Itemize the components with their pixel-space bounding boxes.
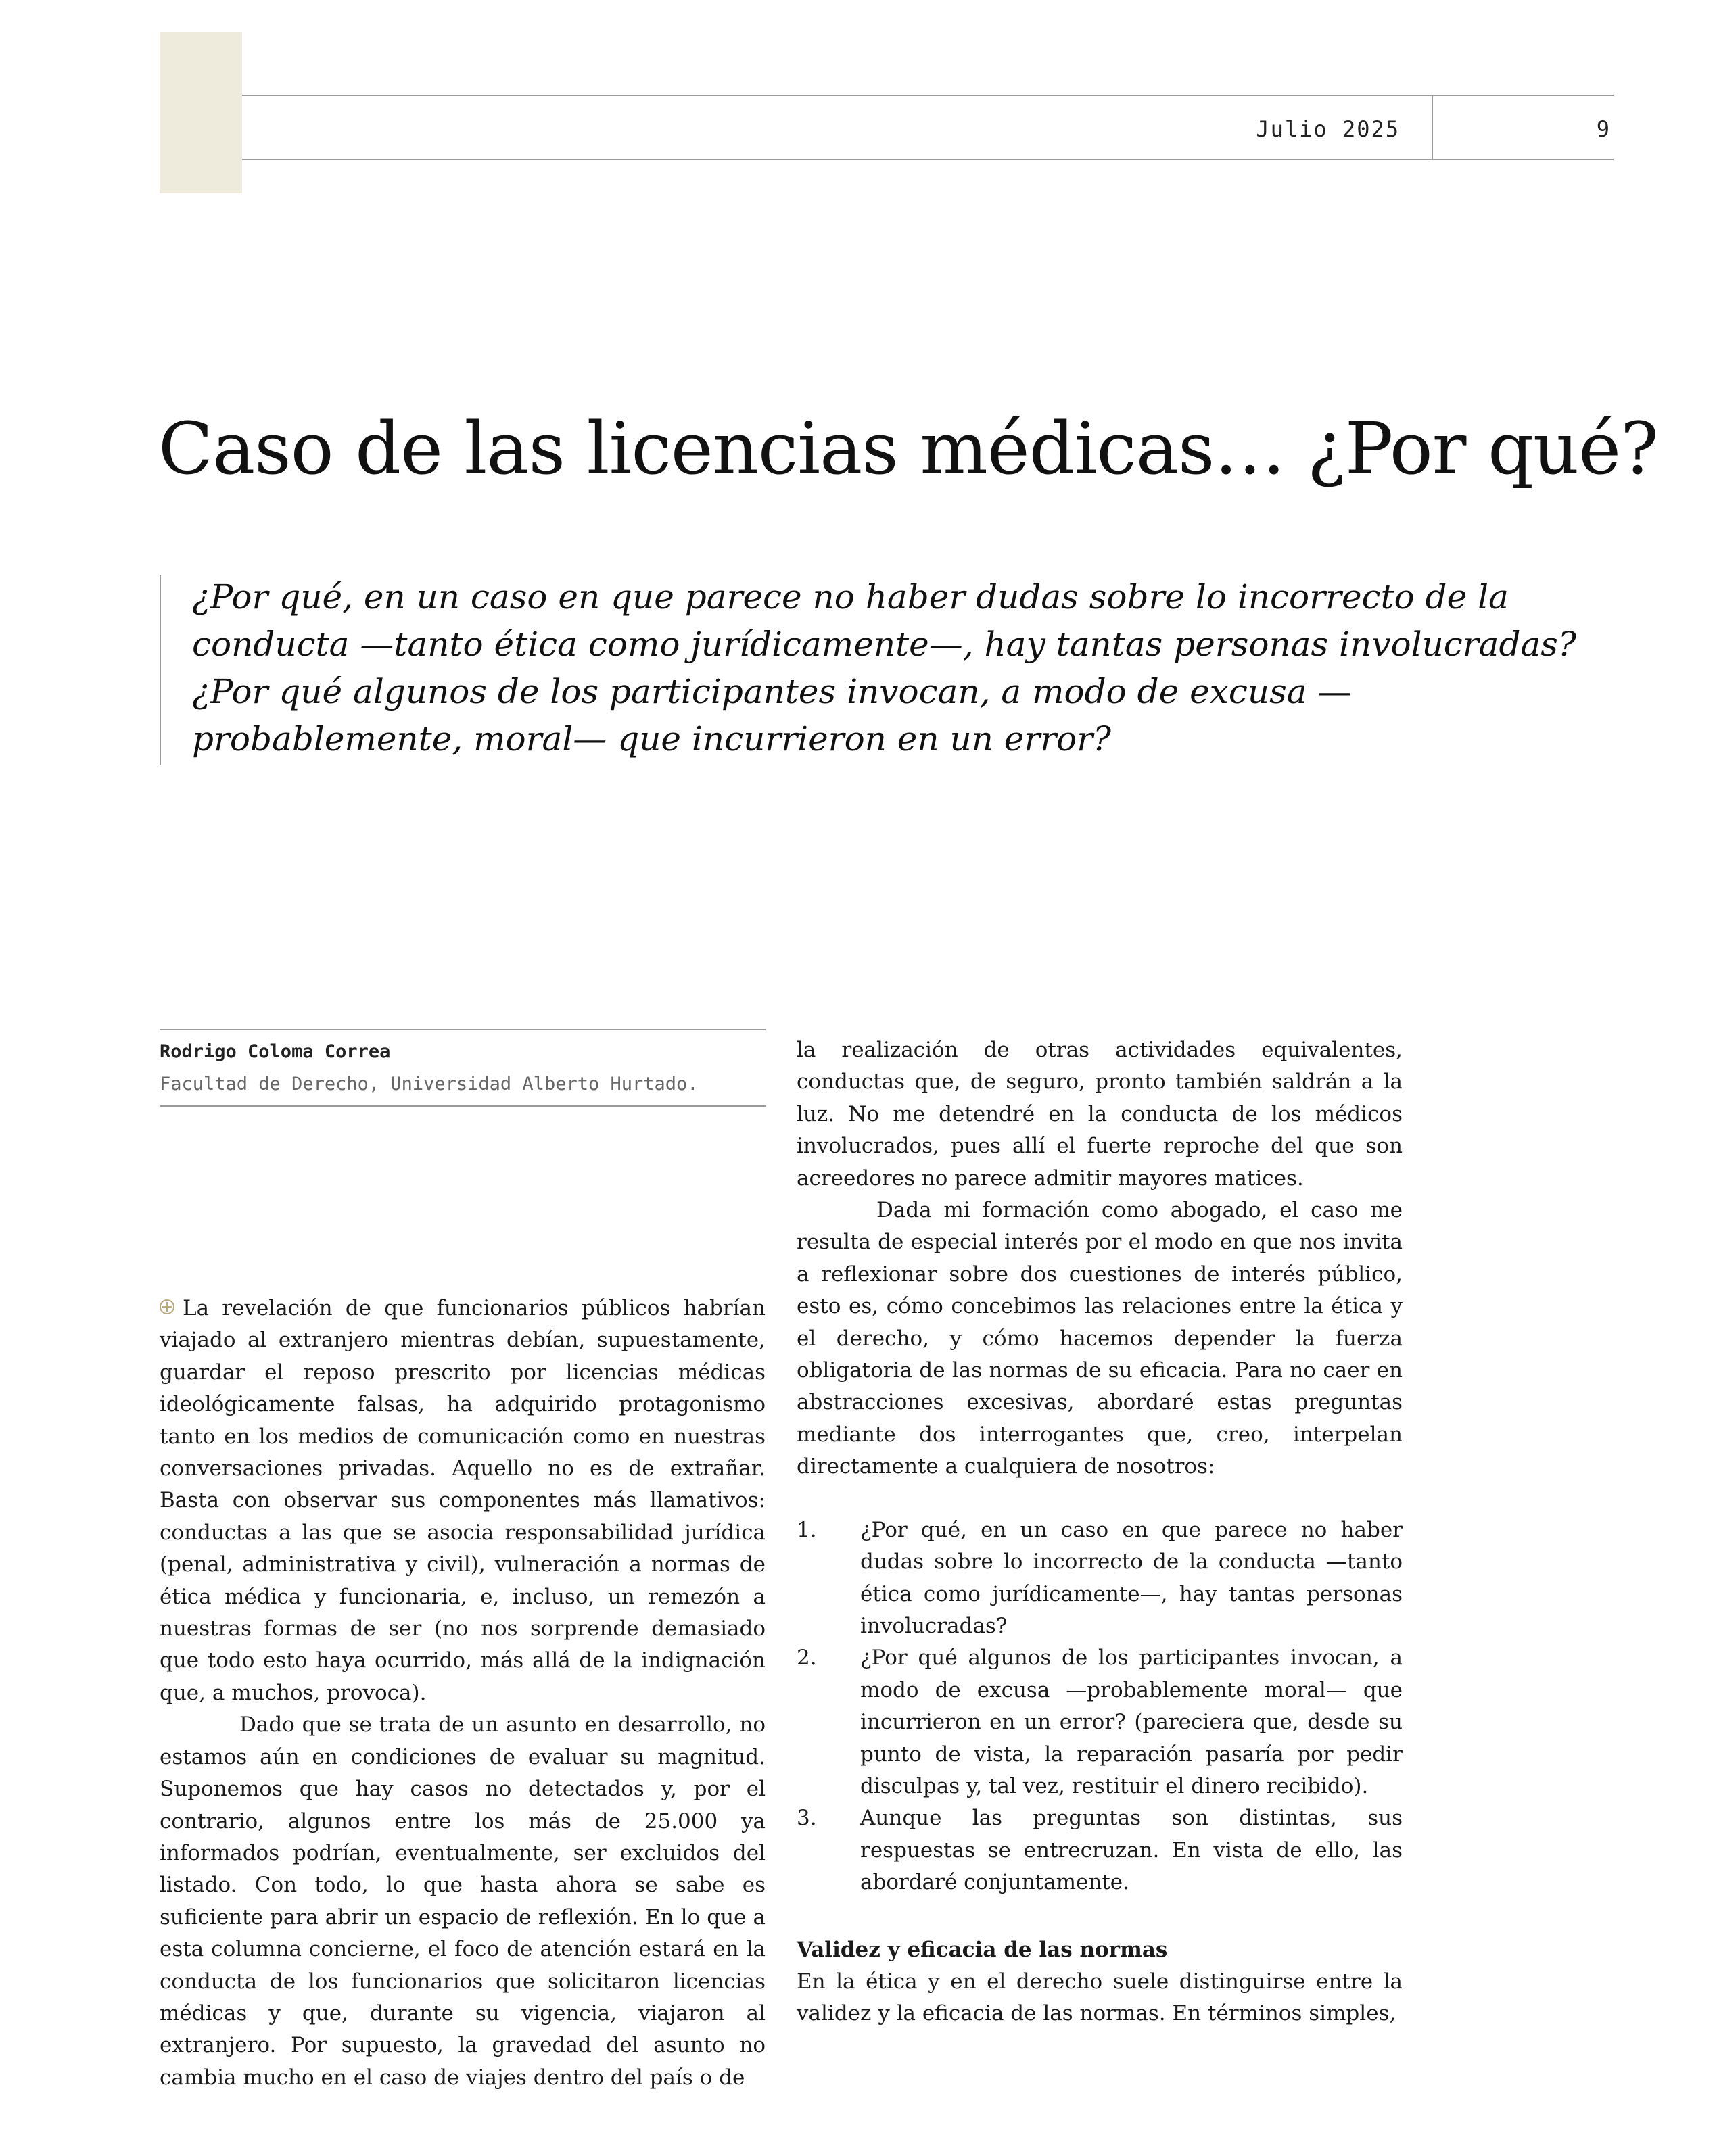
list-item-number: 2. — [797, 1646, 817, 1671]
header-rule-bottom — [242, 159, 1614, 160]
article-title: Caso de las licencias médicas… ¿Por qué? — [158, 407, 1658, 490]
lead-quote-bar — [160, 575, 161, 765]
corner-accent-block — [160, 32, 242, 193]
list-item — [797, 1642, 1403, 1802]
paragraph-ornament-icon — [160, 1299, 174, 1314]
issue-date: Julio 2025 — [1256, 116, 1400, 142]
list-item-text: ¿Por qué, en un caso en que parece no haber dudas sobre lo incorrecto de la conducta —tanto ética como jurídicamente—, hay tantas personas involucradas? — [860, 1517, 1403, 1638]
body-paragraph-text: La revelación de que funcionarios públicos habrían viajado al extranjero mientras debían, supuestamente, guardar el reposo prescrito por licencias médicas ideológicamente falsas, ha adquirido protagonismo tanto en los medios de comunicación como en nuestras conversaciones privadas. Aquello no es de extrañar. Basta con observar sus componentes más llamativos: conductas a las que se asocia responsabilidad jurídica (penal, administrativa y civil), vulneración a normas de ética médica y funcionaria, e, incluso, un remezón a nuestras formas de ser (no nos sorprende demasiado que todo esto haya ocurrido, más allá de la indignación que, a muchos, provoca). — [160, 1296, 766, 1705]
body-column-left — [160, 1293, 766, 2094]
header-rule-top — [242, 95, 1614, 96]
author-rule-top — [160, 1029, 766, 1030]
body-column-right — [797, 1034, 1403, 2030]
author-name: Rodrigo Coloma Correa — [160, 1041, 391, 1062]
author-rule-bottom — [160, 1105, 766, 1107]
list-item-number: 3. — [797, 1806, 817, 1831]
author-affiliation: Facultad de Derecho, Universidad Alberto Hurtado. — [160, 1074, 699, 1095]
page-number: 9 — [1596, 116, 1609, 142]
question-list — [797, 1514, 1403, 1899]
list-item — [797, 1514, 1403, 1643]
list-item-text: ¿Por qué algunos de los participantes invocan, a modo de excusa —probablemente moral— que incurrieron en un error? (pareciera que, desde su punto de vista, la reparación pasaría por pedir disculpas y, tal vez, restituir el dinero recibido). — [860, 1646, 1403, 1798]
list-item-number: 1. — [797, 1517, 817, 1542]
list-item-text: Aunque las preguntas son distintas, sus respuestas se entrecruzan. En vista de ello, las abordaré conjuntamente. — [860, 1806, 1403, 1895]
article-lead: ¿Por qué, en un caso en que parece no haber dudas sobre lo incorrecto de la conducta —tanto ética como jurídicamente—, hay tantas personas involucradas? ¿Por qué algunos de los participantes invocan, a modo de excusa —probablemente, moral— que incurrieron en un error? — [192, 577, 1576, 759]
section-heading: Validez y eficacia de las normas — [797, 1937, 1168, 1962]
body-paragraph — [160, 1293, 766, 1709]
body-paragraph: En la ética y en el derecho suele distinguirse entre la validez y la eficacia de las normas. En términos simples, — [797, 1969, 1403, 2026]
body-paragraph: Dado que se trata de un asunto en desarrollo, no estamos aún en condiciones de evaluar su magnitud. Suponemos que hay casos no detectados y, por el contrario, algunos entre los más de 25.000 ya informados podrían, eventualmente, ser excluidos del listado. Con todo, lo que hasta ahora se sabe es suficiente para abrir un espacio de reflexión. En lo que a esta columna concierne, el foco de atención estará en la conducta de los funcionarios que solicitaron licencias médicas y que, durante su vigencia, viajaron al extranjero. Por supuesto, la gravedad del asunto no cambia mucho en el caso de viajes dentro del país o de — [160, 1712, 766, 2090]
body-paragraph: la realización de otras actividades equivalentes, conductas que, de seguro, pronto también saldrán a la luz. No me detendré en la conducta de los médicos involucrados, pues allí el fuerte reproche del que son acreedores no parece admitir mayores matices. — [797, 1038, 1403, 1191]
list-item — [797, 1802, 1403, 1898]
header-divider — [1432, 95, 1433, 160]
body-paragraph: Dada mi formación como abogado, el caso me resulta de especial interés por el modo en que nos invita a reflexionar sobre dos cuestiones de interés público, esto es, cómo concebimos las relaciones entre la ética y el derecho, y cómo hacemos depender la fuerza obligatoria de las normas de su eficacia. Para no caer en abstracciones excesivas, abordaré estas preguntas mediante dos interrogantes que, creo, interpelan directamente a cualquiera de nosotros: — [797, 1198, 1403, 1479]
